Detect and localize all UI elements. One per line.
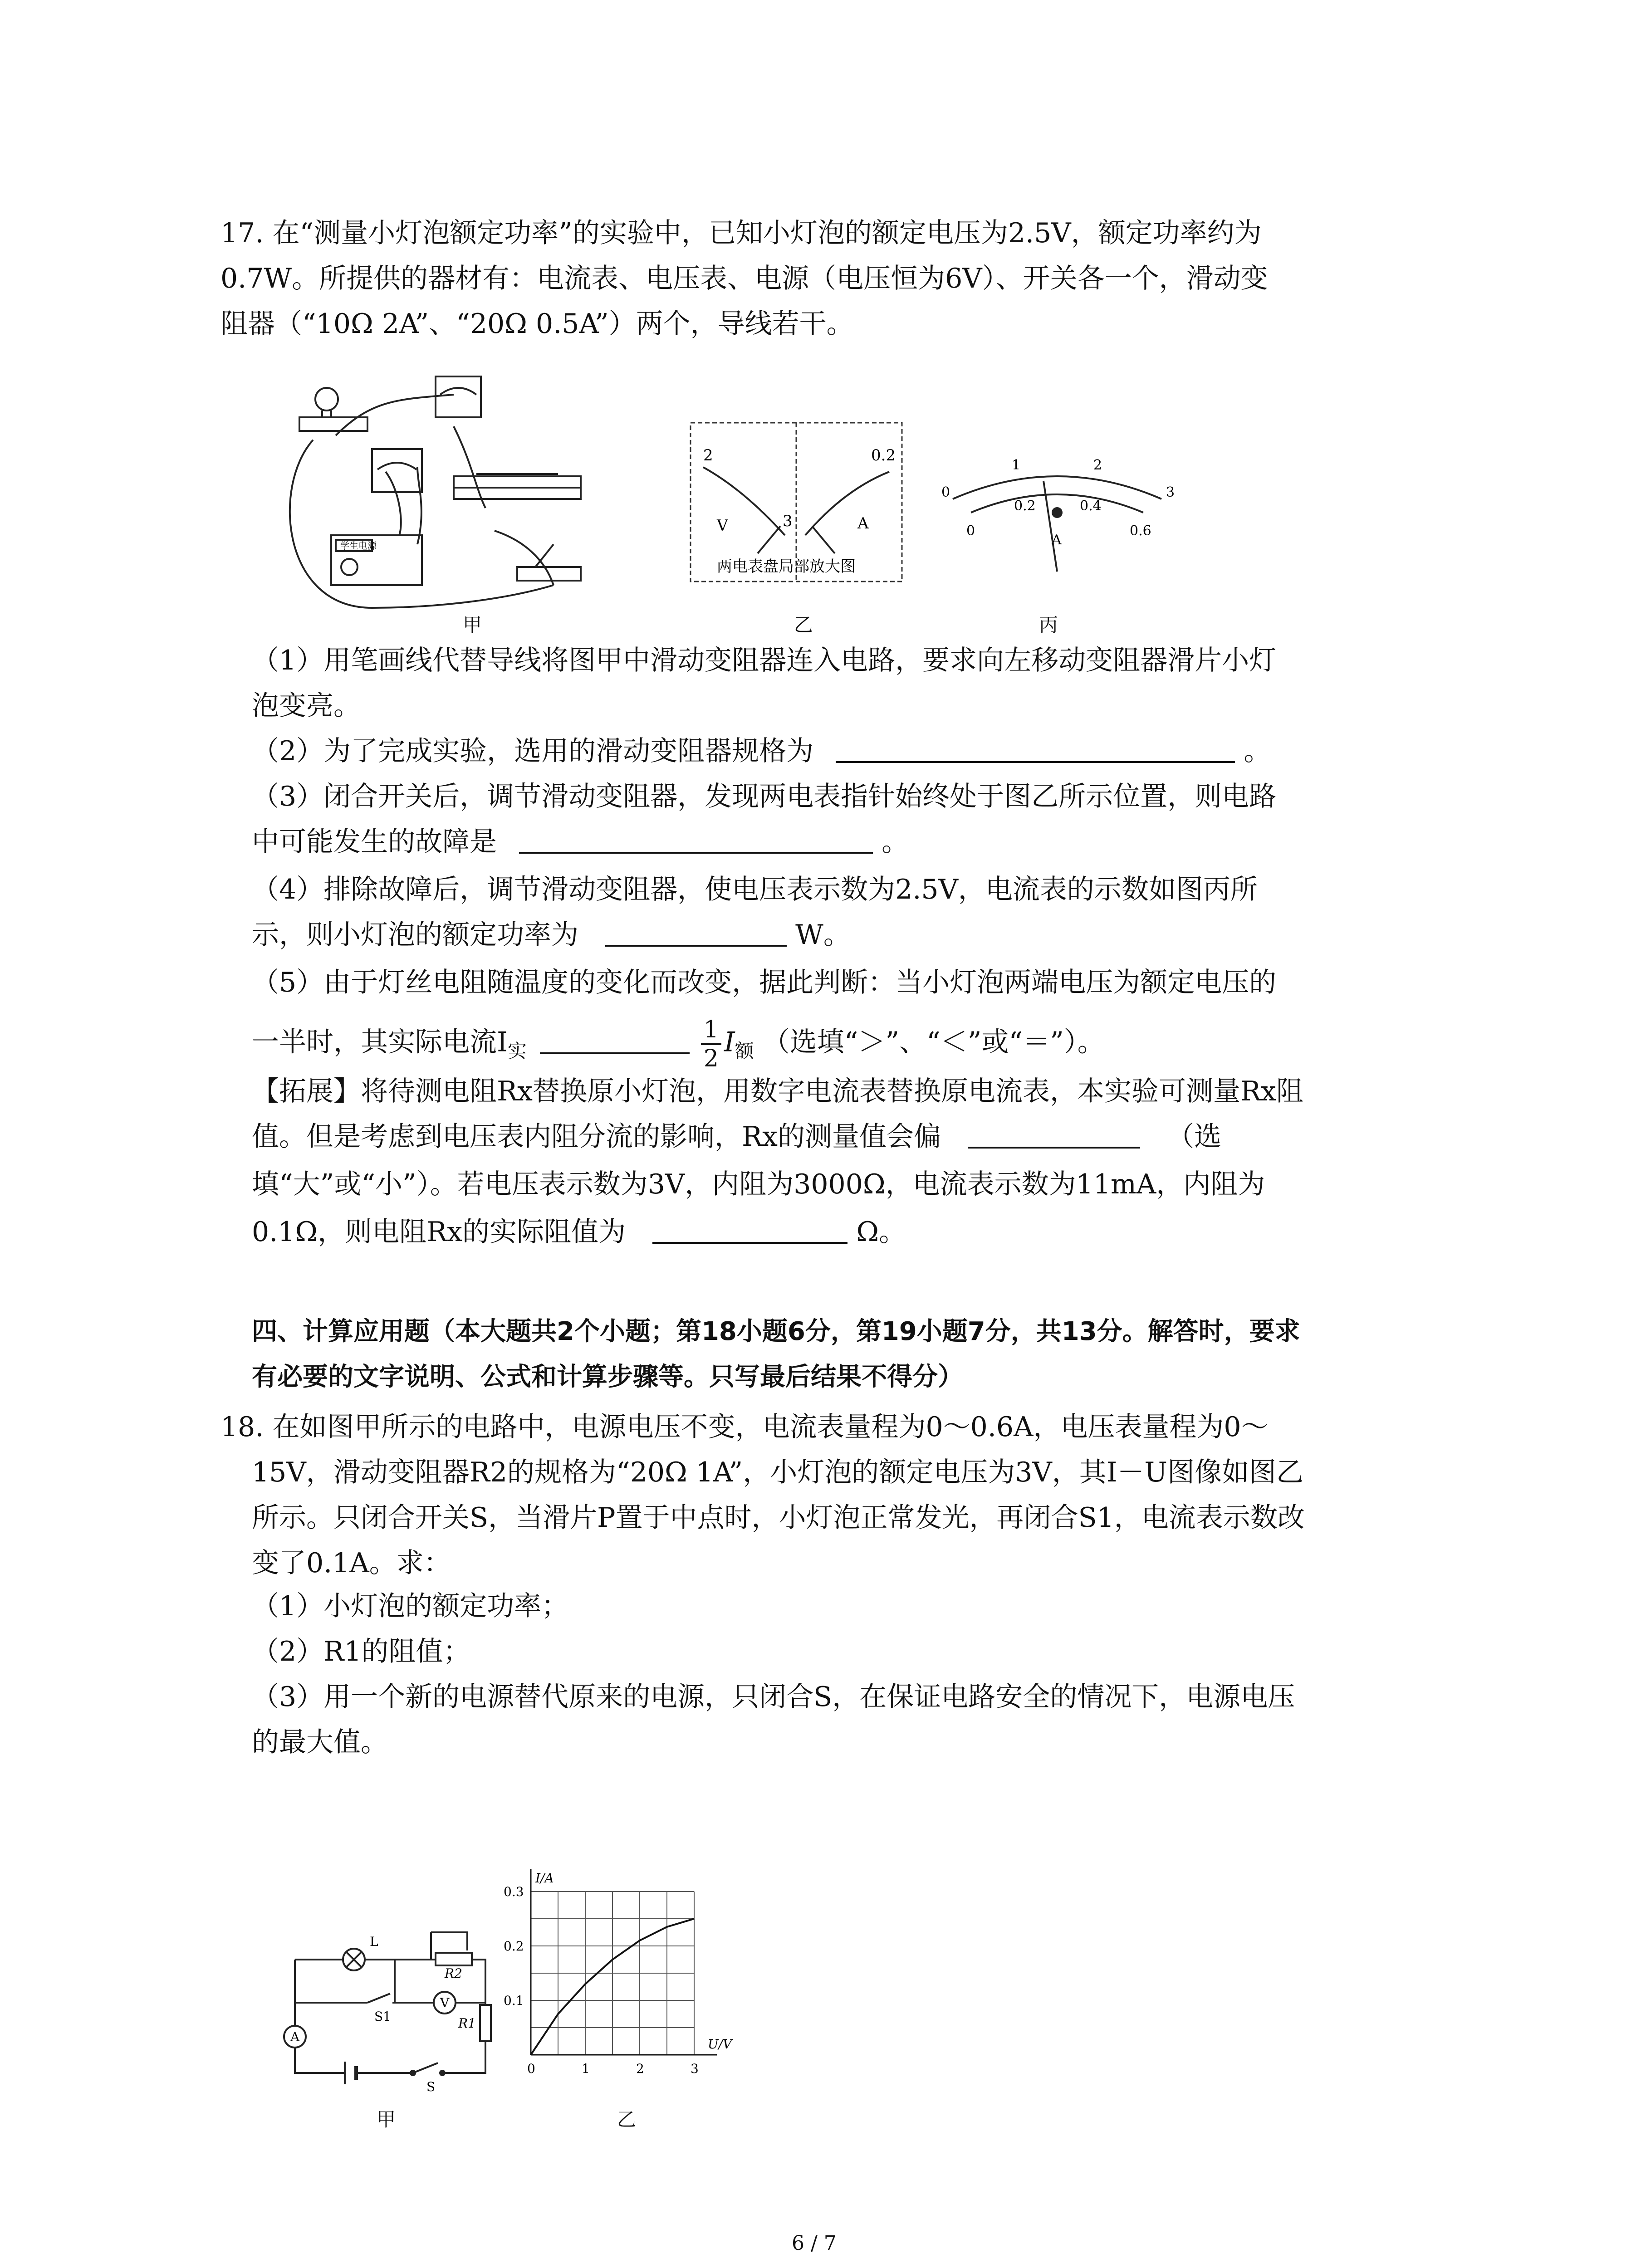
section4-heading-line1: 四、计算应用题（本大题共2个小题；第18小题6分，第19小题7分，共13分。解答时，要求 <box>252 1317 1300 1346</box>
q17-figure-meters-zoom <box>690 422 903 585</box>
q17-p4-unit: W。 <box>795 919 851 951</box>
q17-figure-ammeter <box>935 435 1180 585</box>
q17-p2 <box>252 735 1271 767</box>
q18-p1: （1）小灯泡的额定功率； <box>252 1590 569 1622</box>
q17-p4-line2 <box>252 919 851 951</box>
ammeter-top-2: 2 <box>1093 457 1102 473</box>
q17-ext-line1: 【拓展】将待测电阻Rx替换原小灯泡，用数字电流表替换原电流表，本实验可测量Rx阻 <box>252 1075 1304 1107</box>
q18-p2: （2）R1的阻值； <box>252 1636 470 1667</box>
meters-zoom-caption: 两电表盘局部放大图 <box>717 557 856 576</box>
q17-p5-text: 一半时，其实际电流I <box>252 1026 508 1058</box>
meter-v-tick-3: 3 <box>783 512 793 530</box>
q17-ext-line2 <box>252 1120 1221 1153</box>
q18-fig-yi-label: 乙 <box>617 2108 637 2131</box>
ammeter-top-0: 0 <box>941 484 950 500</box>
q18-p3-line2: 的最大值。 <box>252 1726 388 1758</box>
q17-p2-text: （2）为了完成实验，选用的滑动变阻器规格为 <box>252 735 814 767</box>
q17-p3-line2 <box>252 826 909 858</box>
q17-line1: 17. 在“测量小灯泡额定功率”的实验中，已知小灯泡的额定电压为2.5V，额定功率约为 <box>220 217 1262 249</box>
q17-line2: 0.7W。所提供的器材有：电流表、电压表、电源（电压恒为6V）、开关各一个，滑动变 <box>220 263 1268 294</box>
q18-line2: 15V，滑动变阻器R2的规格为“20Ω 1A”，小灯泡的额定电压为3V，其I－U图像如图乙 <box>252 1457 1303 1488</box>
meter-a-label: A <box>857 514 869 533</box>
ammeter-top-1: 1 <box>1012 457 1021 473</box>
q18-line3: 所示。只闭合开关S，当滑片P置于中点时，小灯泡正常发光，再闭合S1，电流表示数改 <box>252 1502 1305 1534</box>
circuit-label-L: L <box>370 1934 378 1949</box>
circuit-label-R2: R2 <box>445 1966 462 1981</box>
ammeter-top-3: 3 <box>1166 484 1175 500</box>
q18-fig-jia-label: 甲 <box>377 2108 396 2131</box>
power-supply-label: 学生电源 <box>340 540 377 551</box>
q17-ext-unit: Ω。 <box>856 1216 906 1248</box>
q17-p2-end: 。 <box>1244 735 1271 767</box>
q17-ext-answer-blank1[interactable] <box>968 1121 1140 1149</box>
ammeter-bottom-06: 0.6 <box>1130 523 1151 539</box>
ammeter-unit: A <box>1052 532 1062 548</box>
y-tick-label: 0.2 <box>504 1939 524 1954</box>
frac-numerator: 1 <box>701 1016 721 1045</box>
q17-p1-line2: 泡变亮。 <box>252 690 361 722</box>
q18-line1: 18. 在如图甲所示的电路中，电源电压不变，电流表量程为0～0.6A，电压表量程为0～ <box>220 1411 1269 1443</box>
q17-ext-answer-blank2[interactable] <box>652 1217 847 1244</box>
q17-line3: 阻器（“10Ω 2A”、“20Ω 0.5A”）两个，导线若干。 <box>220 308 854 340</box>
meter-v-label: V <box>717 517 728 535</box>
q18-line4: 变了0.1A。求： <box>252 1547 451 1579</box>
ammeter-bottom-02: 0.2 <box>1014 498 1036 514</box>
frac-denominator: 2 <box>703 1045 719 1072</box>
q17-p1-line1: （1）用笔画线代替导线将图甲中滑动变阻器连入电路，要求向左移动变阻器滑片小灯 <box>252 645 1277 676</box>
q17-p5-sub-e: 额 <box>735 1040 754 1062</box>
x-tick-label: 1 <box>582 2061 590 2076</box>
q18-iu-chart <box>499 1851 753 2105</box>
q17-p3-text: 中可能发生的故障是 <box>252 826 497 858</box>
q17-p5-answer-blank[interactable] <box>540 1027 690 1054</box>
circuit-label-V: V <box>440 1995 450 2010</box>
x-tick-label: 3 <box>691 2061 699 2076</box>
circuit-label-S1: S1 <box>374 2009 391 2024</box>
q17-p5-line1: （5）由于灯丝电阻随温度的变化而改变，据此判断：当小灯泡两端电压为额定电压的 <box>252 967 1277 998</box>
q17-fig-yi-label: 乙 <box>794 614 813 636</box>
y-tick-label: 0.1 <box>504 1993 524 2008</box>
meter-v-tick-2: 2 <box>703 446 713 464</box>
q17-p5-sub-shi: 实 <box>507 1040 527 1062</box>
x-tick-label: 2 <box>636 2061 644 2076</box>
one-half-fraction <box>701 1016 721 1072</box>
q17-p4-text: 示，则小灯泡的额定功率为 <box>252 919 578 951</box>
circuit-label-S: S <box>426 2079 436 2094</box>
q18-circuit-diagram <box>277 1905 513 2096</box>
x-tick-label: 0 <box>527 2061 535 2076</box>
q17-ext-line4 <box>252 1216 906 1248</box>
q17-p4-line1: （4）排除故障后，调节滑动变阻器，使电压表示数为2.5V，电流表的示数如图丙所 <box>252 874 1258 905</box>
y-axis-label: I/A <box>535 1871 554 1886</box>
q17-ext-text3: 0.1Ω，则电阻Rx的实际阻值为 <box>252 1216 626 1248</box>
q17-p3-answer-blank[interactable] <box>519 826 873 854</box>
q18-p3-line1: （3）用一个新的电源替代原来的电源，只闭合S，在保证电路安全的情况下，电源电压 <box>252 1681 1295 1713</box>
x-axis-label: U/V <box>708 2037 732 2052</box>
q17-ext-text: 值。但是考虑到电压表内阻分流的影响，Rx的测量值会偏 <box>252 1121 941 1153</box>
page-number: 6 / 7 <box>792 2232 837 2255</box>
q17-p5-line2 <box>252 1016 1105 1072</box>
meter-a-tick-02: 0.2 <box>871 446 896 464</box>
section4-heading-line2: 有必要的文字说明、公式和计算步骤等。只写最后结果不得分） <box>252 1362 963 1392</box>
q17-p3-end: 。 <box>882 826 909 858</box>
ammeter-bottom-04: 0.4 <box>1080 498 1102 514</box>
circuit-label-A: A <box>290 2029 300 2044</box>
q17-ext-text2: （选 <box>1167 1121 1222 1153</box>
q17-p2-answer-blank[interactable] <box>836 736 1235 763</box>
q17-p3-line1: （3）闭合开关后，调节滑动变阻器，发现两电表指针始终处于图乙所示位置，则电路 <box>252 781 1277 812</box>
q17-figure-apparatus <box>281 372 599 617</box>
q17-p5-I: I <box>724 1026 735 1058</box>
q17-fig-bing-label: 丙 <box>1039 614 1058 636</box>
q17-fig-jia-label: 甲 <box>463 614 482 636</box>
circuit-label-R1: R1 <box>458 2016 476 2031</box>
ammeter-bottom-0: 0 <box>966 523 975 539</box>
y-tick-label: 0.3 <box>504 1884 524 1899</box>
q17-p5-choices: （选填“＞”、“＜”或“＝”）。 <box>762 1026 1105 1058</box>
q17-ext-line3: 填“大”或“小”）。若电压表示数为3V，内阻为3000Ω，电流表示数为11mA，内阻为 <box>252 1168 1265 1200</box>
q17-p4-answer-blank[interactable] <box>605 919 787 947</box>
